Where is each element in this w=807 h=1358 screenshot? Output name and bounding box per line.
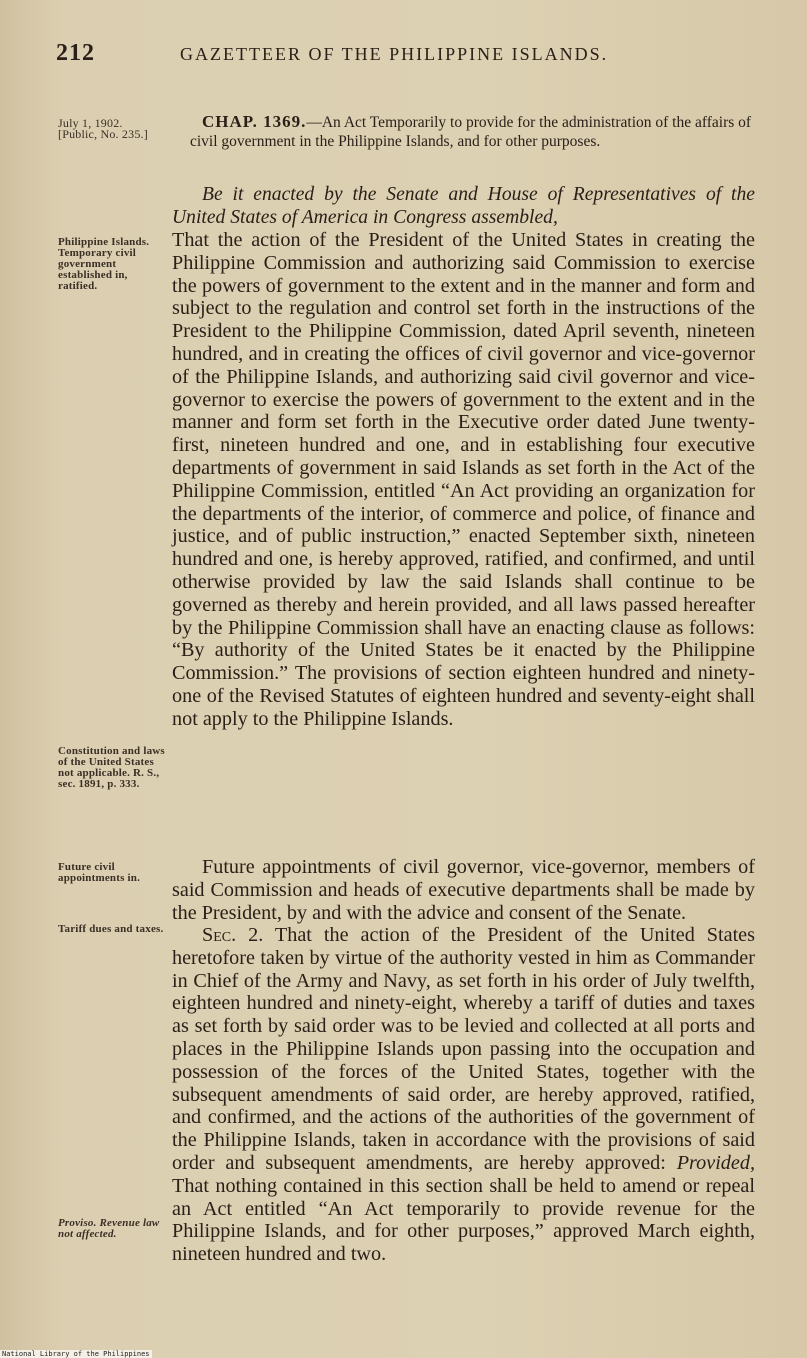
margin-date (58, 118, 148, 140)
chapter-title (190, 112, 760, 151)
paragraph-3 (172, 924, 755, 1266)
enacting-clause: Be it enacted by the Senate and House of Representatives of the United States of America in Congress assembled, (172, 184, 755, 228)
section-2-body: That the action of the President of the United States heretofore taken by virtue of the authority vested in him as Commander in Chief of the Army and Navy, as set forth in his order of July twelfth, eighteen hundred and ninety-eight, whereby a tariff of duties and taxes as set forth by said order was to be levied and collected at all ports and places in the Philippine Islands upon passing into the occupation and possession of the forces of the United States, together with the subsequent amendments of said order, are hereby approved, ratified, and confirmed, and the actions of the authorities of the government of the Philippine Islands, taken in accordance with the provisions of said order and subsequent amendments, are hereby approved: (172, 924, 755, 1174)
paragraph-1-text: That the action of the President of the United States in creating the Philippine Commission and authorizing said Commission to exercise the powers of government to the extent and in the manner and form and subject to the regulation and control set forth in the instructions of the President to the Philippine Commission, dated April seventh, nineteen hundred, and in creating the offices of civil governor and vice-governor of the Philippine Islands, and authorizing said civil governor and vice-governor to exercise the powers of government to the extent and in the manner and form set forth in the Executive order dated June twenty-first, nineteen hundred and one, and in establishing four executive departments of government in said Islands as set forth in the Act of the Philippine Commission, entitled “An Act providing an organization for the departments of the interior, of commerce and police, of finance and justice, and of public instruction,” enacted September sixth, nineteen hundred and one, is hereby approved, ratified, and confirmed, and until otherwise provided by law the said Islands shall continue to be governed as thereby and herein provided, and all laws passed hereafter by the Philippine Commission shall have an enacting clause as follows: “By authority of the United States be it enacted by the Philippine Commission.” The provisions of section eighteen hundred and ninety-one of the Revised Statutes of eighteen hundred and seventy-eight shall not apply to the Philippine Islands. (172, 229, 755, 730)
margin-note-2: Constitution and laws of the United States not applicable. R. S., sec. 1891, p. 333. (58, 745, 165, 790)
paragraph-2 (172, 856, 755, 924)
margin-note-1: Philippine Islands. Temporary civil government established in, ratified. (58, 236, 150, 292)
running-title: GAZETTEER OF THE PHILIPPINE ISLANDS. (180, 44, 609, 64)
library-footer: National Library of the Philippines (2, 1350, 150, 1358)
chapter-label: CHAP. 1369. (202, 112, 307, 131)
proviso-text: That nothing contained in this section shall be held to amend or repeal an Act entitled “An Act temporarily to provide revenue for the Philippine Islands, and for other purposes,” approved March eighth, nineteen hundred and two. (172, 1174, 755, 1266)
section-label: Sec. 2. (202, 924, 264, 946)
paragraph-2-text: Future appointments of civil governor, vice-governor, members of said Commission and heads of executive departments shall be made by the President, by and with the advice and consent of the Senate. (172, 856, 755, 924)
page-number: 212 (56, 40, 95, 66)
proviso-word: Provided, (676, 1151, 755, 1174)
page-header (56, 40, 756, 67)
paragraph-1 (172, 229, 755, 731)
date-note: July 1, 1902. (58, 116, 123, 130)
paragraph-3-text (172, 924, 755, 1266)
margin-note-5: Proviso. Revenue law not affected. (58, 1217, 160, 1240)
margin-note-4: Tariff dues and taxes. (58, 923, 164, 935)
margin-note-3: Future civil appointments in. (58, 861, 141, 884)
public-note: [Public, No. 235.] (58, 127, 148, 141)
chapter-text: —An Act Temporarily to provide for the administration of the affairs of civil government in the Philippine Islands, and for other purposes. (190, 114, 752, 150)
